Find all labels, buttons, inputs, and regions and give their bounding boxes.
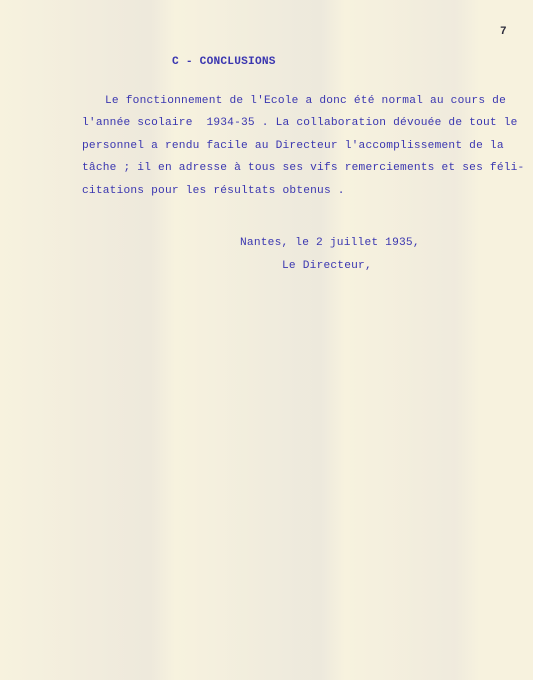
paragraph-line: Le fonctionnement de l'Ecole a donc été normal au cours de bbox=[105, 95, 506, 107]
page-number: 7 bbox=[500, 26, 507, 38]
paragraph-line: l'année scolaire 1934-35 . La collaboration dévouée de tout le bbox=[82, 117, 518, 129]
place-and-date: Nantes, le 2 juillet 1935, bbox=[240, 237, 420, 249]
paragraph-line: personnel a rendu facile au Directeur l'accomplissement de la bbox=[82, 140, 504, 152]
paragraph-line: citations pour les résultats obtenus . bbox=[82, 185, 345, 197]
paragraph-line: tâche ; il en adresse à tous ses vifs remerciements et ses féli- bbox=[82, 162, 525, 174]
section-heading: C - CONCLUSIONS bbox=[172, 56, 276, 68]
signatory: Le Directeur, bbox=[282, 260, 372, 272]
